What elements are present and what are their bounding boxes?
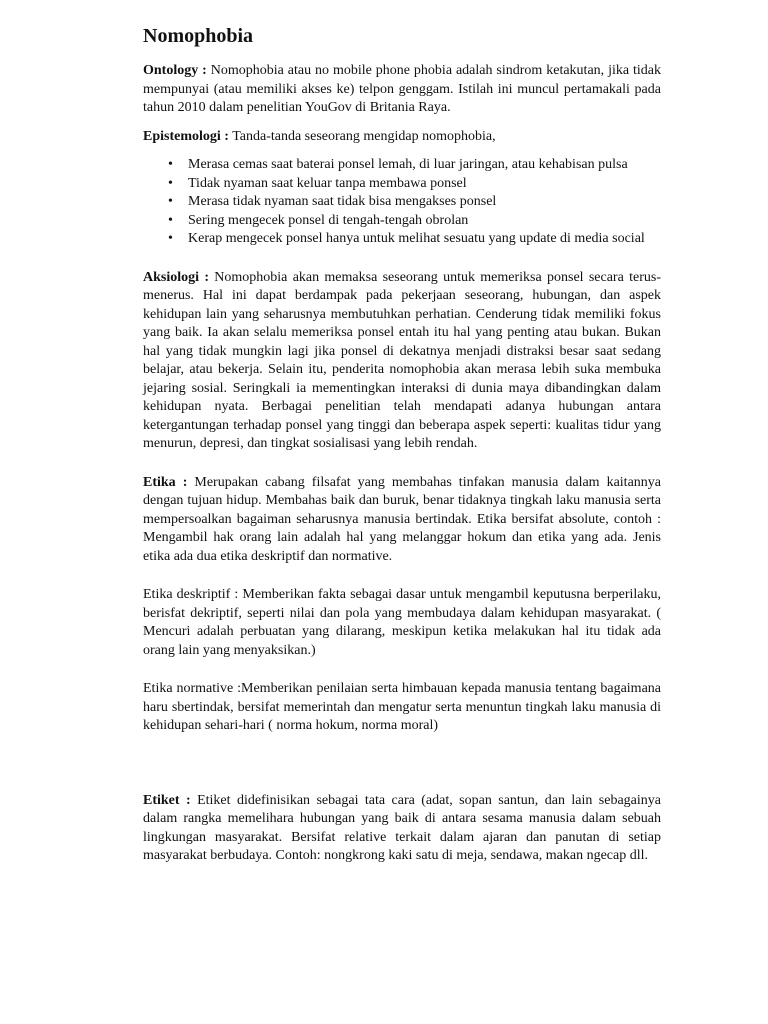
list-item: • Merasa cemas saat baterai ponsel lemah, di luar jaringan, atau kehabisan pulsa xyxy=(188,156,661,175)
ontology-text: Nomophobia atau no mobile phone phobia adalah sindrom ketakutan, jika tidak mempunyai (atau memiliki akses ke) telpon genggam. Istilah ini muncul pertamakali pada tahun 2010 dalam penelitian YouGov di Britania Raya. xyxy=(143,63,662,115)
epistemologi-label: Epistemologi : xyxy=(143,128,229,144)
etika-normative-paragraph: Etika normative :Memberikan penilaian serta himbauan kepada manusia tentang bagaimana haru sbertindak, bersifat memerintah dan mengatur serta menuntun tingkah laku manusia di kehidupan sehari-hari ( norma hokum, norma moral) xyxy=(143,681,661,733)
ontology-paragraph xyxy=(143,62,661,118)
aksiologi-paragraph xyxy=(143,269,661,454)
ontology-label: Ontology : xyxy=(143,63,207,78)
etika-text: Merupakan cabang filsafat yang membahas tinfakan manusia dalam kaitannya dengan tujuan hidup. Membahas baik dan buruk, benar tidaknya tingkah laku manusia serta mempersoalkan bagaiman seharusnya manusia bertindak. Etika bersifat absolute, contoh : Mengambil hak orang lain adalah hal yang melanggar hokum dan etika yang ada. Jenis etika ada dua etika deskriptif dan normative. xyxy=(143,474,661,564)
spacer xyxy=(143,736,661,792)
spacer xyxy=(143,566,661,586)
etika-paragraph xyxy=(143,474,661,567)
etika-deskriptif-paragraph: Etika deskriptif : Memberikan fakta sebagai dasar untuk mengambil keputusna berperilaku, berisfat dekriptif, seperti nilai dan pola yang membudaya dalam kehidupan masyarakat. ( Mencuri adalah perbuatan yang dilarang, meskipun ketika melakukan hal itu tidak ada orang lain yang menyaksikan.) xyxy=(143,587,661,658)
list-item: • Kerap mengecek ponsel hanya untuk melihat sesuatu yang update di media social xyxy=(188,230,661,249)
etika-label: Etika : xyxy=(143,474,188,490)
spacer xyxy=(143,454,661,474)
document-title: Nomophobia xyxy=(143,25,254,47)
etiket-text: Etiket didefinisikan sebagai tata cara (adat, sopan santun, dan lain sebagainya dalam rangka memelihara hubungan yang baik di antara sesama manusia dalam sebuah lingkungan masyarakat. Bersifat relative terkait dalam ajaran dan panutan di setiap masyarakat berbudaya. Contoh: nongkrong kaki satu di meja, sendawa, makan ngecap dll. xyxy=(143,792,661,863)
list-item: • Tidak nyaman saat keluar tanpa membawa ponsel xyxy=(188,175,661,194)
etiket-paragraph xyxy=(143,792,661,866)
symptom-list xyxy=(143,156,661,249)
document-body xyxy=(143,24,661,866)
etiket-label: Etiket : xyxy=(143,792,191,808)
aksiologi-text: Nomophobia akan memaksa seseorang untuk memeriksa ponsel secara terus-menerus. Hal ini dapat berdampak pada pekerjaan seseorang, hubungan, dan aspek kehidupan lain yang seharusnya membutuhkan perhatian. Cenderung tidak memiliki fokus yang baik. Ia akan selalu memeriksa ponsel entah itu hal yang penting atau bukan. Bukan hal yang tidak mungkin lagi jika ponsel di dekatnya menjadi distraksi besar saat sedang belajar, atau bekerja. Selain itu, penderita nomophobia akan merasa lebih suka membuka jejaring sosial. Seringkali ia mementingkan interaksi di dunia maya dibandingkan dalam kehidupan nyata. Berbagai penelitian telah mendapati adanya hubungan antara ketergantungan terhadap ponsel yang tinggi dan beberapa aspek seperti: kualitas tidur yang menurun, depresi, dan tingkat sosialisasi yang lebih rendah. xyxy=(143,269,661,451)
epistemologi-paragraph xyxy=(143,128,661,147)
spacer xyxy=(143,249,661,269)
list-item: • Sering mengecek ponsel di tengah-tengah obrolan xyxy=(188,212,661,231)
list-item: • Merasa tidak nyaman saat tidak bisa mengakses ponsel xyxy=(188,193,661,212)
spacer xyxy=(143,118,661,128)
spacer xyxy=(143,660,661,680)
epistemologi-text: Tanda-tanda seseorang mengidap nomophobia, xyxy=(228,128,496,144)
aksiologi-label: Aksiologi : xyxy=(143,269,209,285)
